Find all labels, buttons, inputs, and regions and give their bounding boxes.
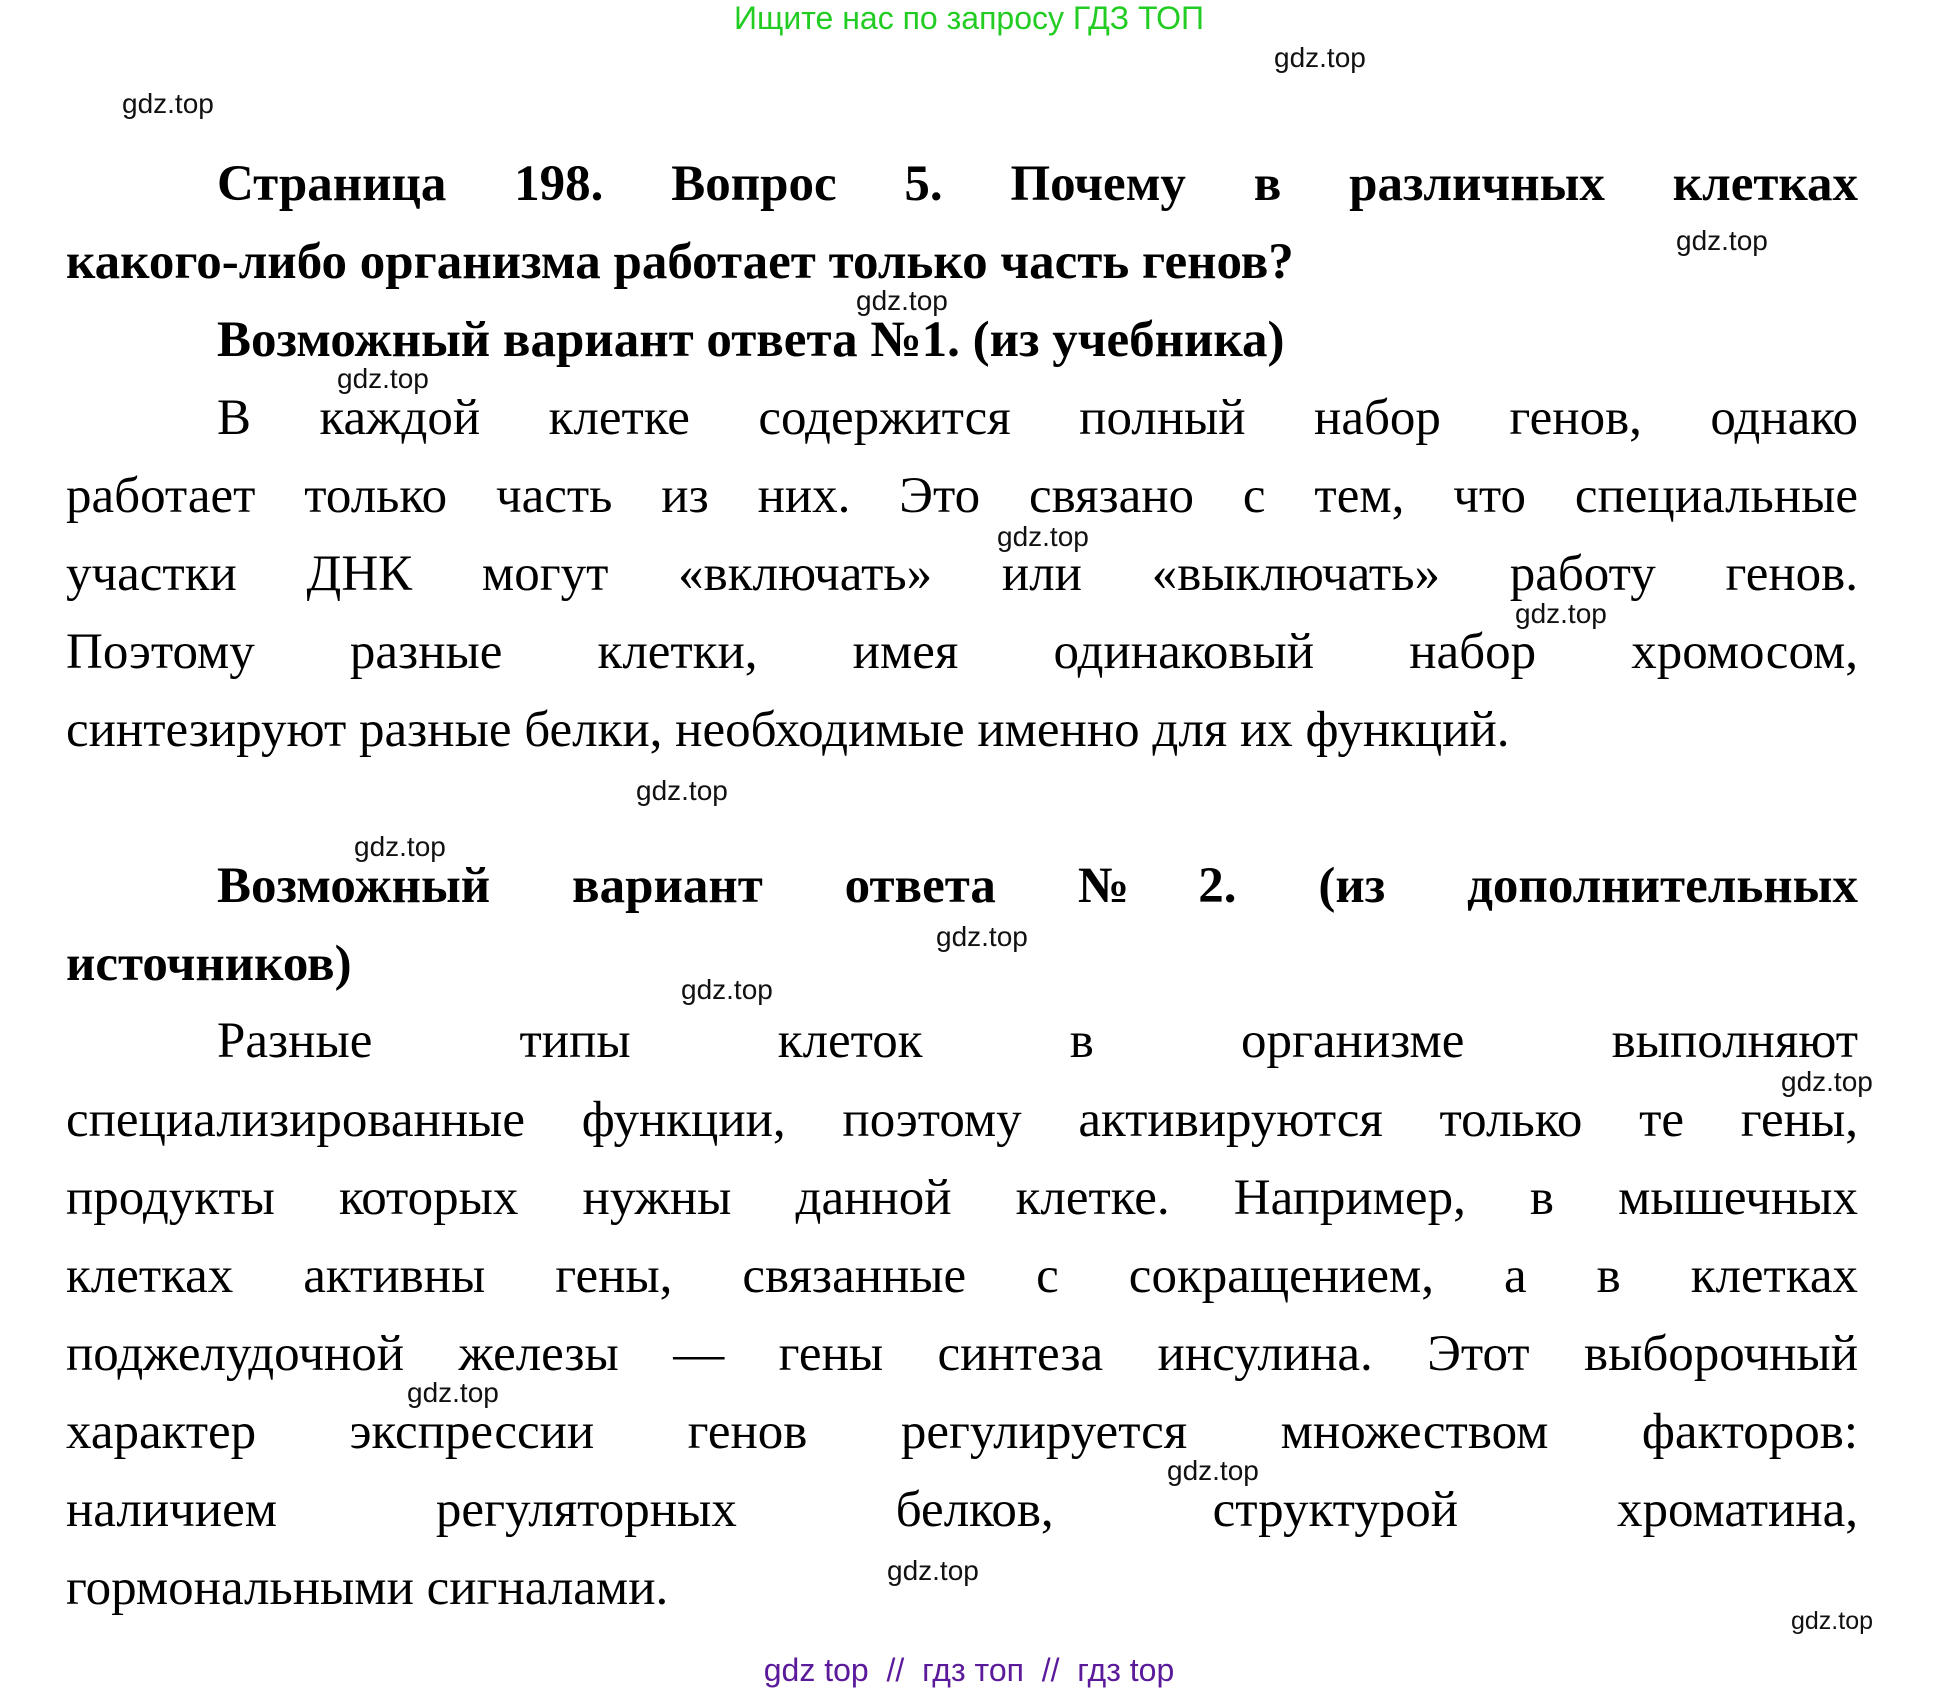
watermark: gdz.top — [122, 88, 214, 119]
answer2-heading: источников) — [66, 936, 352, 992]
watermark: gdz.top — [354, 831, 446, 862]
watermark: gdz.top — [1167, 1455, 1259, 1486]
watermark: gdz.top — [887, 1555, 979, 1586]
watermark: gdz.top — [681, 974, 773, 1005]
answer2-heading: Возможный вариант ответа №2. (из дополнительных — [217, 858, 1858, 914]
watermark: gdz.top — [407, 1377, 499, 1408]
answer2-line: поджелудочной железы — гены синтеза инсулина. Этот выборочный — [66, 1326, 1858, 1382]
answer2-line: специализированные функции, поэтому активируются только те гены, — [66, 1092, 1858, 1148]
watermark: gdz.top — [1781, 1066, 1873, 1097]
answer2-line: Разные типы клеток в организме выполняют — [217, 1013, 1858, 1069]
answer2-line: клетках активны гены, связанные с сокращением, а в клетках — [66, 1248, 1858, 1304]
answer2-line: наличием регуляторных белков, структурой хроматина, — [66, 1482, 1858, 1538]
bottom-banner: gdz top // гдз топ // гдз top — [763, 1652, 1175, 1688]
watermark: gdz.top — [856, 285, 948, 316]
top-banner: Ищите нас по запросу ГДЗ ТОП — [734, 0, 1204, 36]
question-line: какого-либо организма работает только часть генов? — [66, 234, 1294, 290]
answer1-heading: Возможный вариант ответа №1. (из учебника) — [217, 312, 1285, 368]
answer2-line: гормональными сигналами. — [66, 1560, 669, 1616]
watermark: gdz.top — [997, 521, 1089, 552]
watermark: gdz.top — [1274, 42, 1366, 73]
answer1-line: Поэтому разные клетки, имея одинаковый набор хромосом, — [66, 624, 1858, 680]
answer1-line: работает только часть из них. Это связано с тем, что специальные — [66, 468, 1858, 524]
watermark: gdz.top — [1791, 1607, 1874, 1635]
answer2-line: характер экспрессии генов регулируется множеством факторов: — [66, 1404, 1858, 1460]
answer1-line: синтезируют разные белки, необходимые именно для их функций. — [66, 702, 1510, 758]
watermark: gdz.top — [1515, 598, 1607, 629]
watermark: gdz.top — [337, 363, 429, 394]
watermark: gdz.top — [636, 775, 728, 806]
answer1-line: В каждой клетке содержится полный набор генов, однако — [217, 390, 1858, 446]
question-line: Страница 198. Вопрос 5. Почему в различных клетках — [217, 156, 1858, 212]
watermark: gdz.top — [1676, 225, 1768, 256]
answer1-line: участки ДНК могут «включать» или «выключать» работу генов. — [66, 546, 1858, 602]
watermark: gdz.top — [936, 921, 1028, 952]
answer2-line: продукты которых нужны данной клетке. Например, в мышечных — [66, 1170, 1858, 1226]
